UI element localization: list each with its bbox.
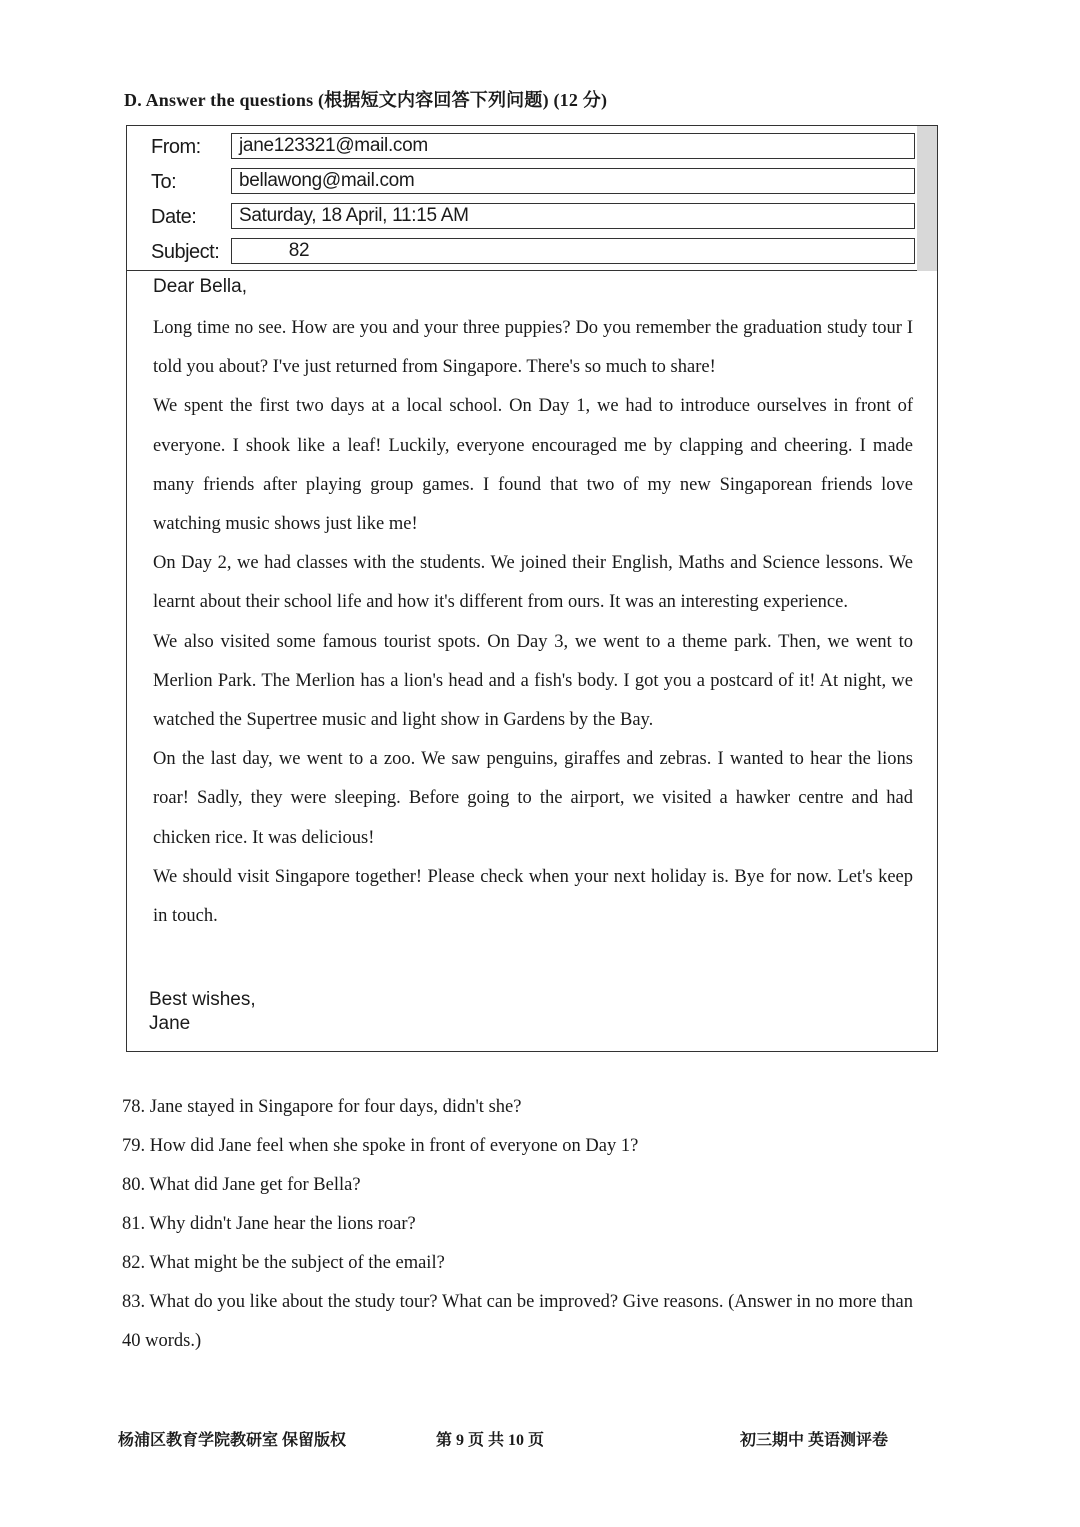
footer-page-number: 第 9 页 共 10 页 bbox=[436, 1432, 545, 1449]
to-field[interactable]: bellawong@mail.com bbox=[231, 168, 915, 194]
email-paragraph: We should visit Singapore together! Please check when your next holiday is. Bye for now. Let's keep in touch. bbox=[153, 866, 913, 927]
subject-blank: 82 bbox=[243, 239, 355, 264]
subject-row bbox=[127, 237, 937, 267]
subject-field[interactable] bbox=[231, 238, 915, 264]
email-paragraph: On the last day, we went to a zoo. We saw penguins, giraffes and zebras. I wanted to hear the lions roar! Sadly, they were sleeping. Before going to the airport, we visited a hawker centre and had chicken rice. It was delicious! bbox=[153, 749, 913, 848]
date-row bbox=[127, 202, 937, 232]
signature-name: Jane bbox=[149, 1013, 191, 1034]
question-item: 82. What might be the subject of the email? bbox=[122, 1253, 445, 1273]
email-box bbox=[126, 125, 938, 1052]
question-item: 80. What did Jane get for Bella? bbox=[122, 1175, 361, 1195]
signoff-text: Best wishes, bbox=[149, 989, 256, 1010]
footer-right: 初三期中 英语测评卷 bbox=[740, 1432, 889, 1449]
email-paragraph: We spent the first two days at a local school. On Day 1, we had to introduce ourselves in front of everyone. I shook like a leaf! Luckily, everyone encouraged me by clapping and cheering. I made many friends after playing group games. I found that two of my new Singaporean friends love watching music shows just like me! bbox=[153, 396, 913, 535]
section-title: D. Answer the questions (根据短文内容回答下列问题) (12 分) bbox=[124, 90, 608, 110]
question-item: 78. Jane stayed in Singapore for four days, didn't she? bbox=[122, 1097, 522, 1117]
question-item: 81. Why didn't Jane hear the lions roar? bbox=[122, 1214, 416, 1234]
email-body bbox=[153, 309, 913, 936]
question-item: 79. How did Jane feel when she spoke in front of everyone on Day 1? bbox=[122, 1136, 639, 1156]
email-paragraph: On Day 2, we had classes with the students. We joined their English, Maths and Science lessons. We learnt about their school life and how it's different from ours. It was an interesting experience. bbox=[153, 553, 913, 613]
date-label: Date: bbox=[151, 206, 197, 228]
question-item: 83. What do you like about the study tour? What can be improved? Give reasons. (Answer in no more than 40 words.) bbox=[122, 1292, 914, 1351]
from-field[interactable]: jane123321@mail.com bbox=[231, 133, 915, 159]
from-label: From: bbox=[151, 136, 201, 158]
email-greeting: Dear Bella, bbox=[153, 276, 247, 297]
question-list bbox=[122, 1088, 932, 1361]
footer-left: 杨浦区教育学院教研室 保留版权 bbox=[118, 1432, 347, 1449]
to-label: To: bbox=[151, 171, 177, 193]
email-header bbox=[127, 126, 937, 271]
subject-label: Subject: bbox=[151, 241, 220, 263]
from-row bbox=[127, 132, 937, 162]
date-field[interactable]: Saturday, 18 April, 11:15 AM bbox=[231, 203, 915, 229]
email-signoff bbox=[149, 988, 256, 1036]
email-paragraph: Long time no see. How are you and your three puppies? Do you remember the graduation study tour I told you about? I've just returned from Singapore. There's so much to share! bbox=[153, 318, 913, 378]
email-paragraph: We also visited some famous tourist spots. On Day 3, we went to a theme park. Then, we went to Merlion Park. The Merlion has a lion's head and a fish's body. I got you a postcard of it! At night, we watched the Supertree music and light show in Gardens by the Bay. bbox=[153, 631, 913, 731]
to-row bbox=[127, 167, 937, 197]
